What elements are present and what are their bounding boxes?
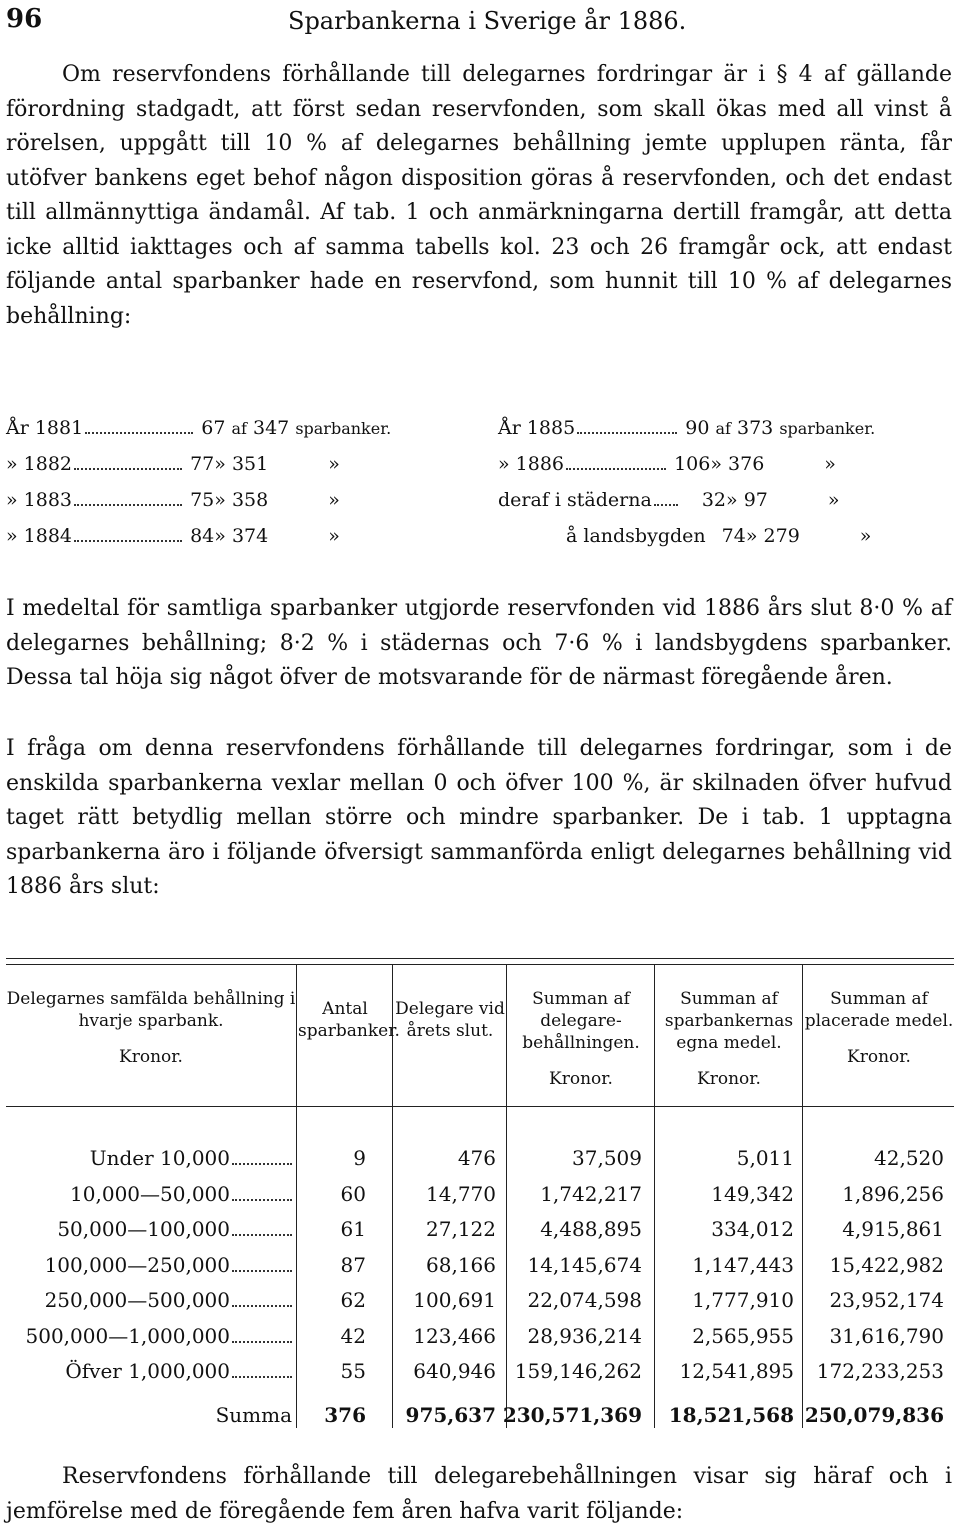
table-cell: 149,342 [711,1181,794,1206]
table-cell: 4,915,861 [842,1217,944,1241]
table-cell: 60 [340,1181,366,1206]
year-row: År 1885 90 af 373 sparbanker. [498,410,875,446]
year-list [6,410,956,560]
table-cell: 55 [340,1359,366,1383]
row-label: 100,000—250,000 [6,1248,292,1283]
table-cell: 172,233,253 [816,1359,944,1383]
total-cell: 18,521,568 [668,1402,794,1427]
row-label: 10,000—50,000 [6,1177,292,1212]
table-cell: 1,147,443 [692,1252,794,1277]
table-cell: 334,012 [711,1217,794,1241]
table-cell: 68,166 [426,1252,496,1277]
row-label: Öfver 1,000,000 [6,1354,292,1389]
table-cell: 62 [340,1288,366,1312]
table-rule [6,958,954,959]
table-cell: 159,146,262 [514,1359,642,1383]
row-label: Under 10,000 [6,1141,292,1176]
table-cell: 15,422,982 [829,1252,944,1277]
paragraph-medeltal: I medeltal för samtliga sparbanker utgjorde reservfonden vid 1886 års slut 8·0 % af delegarnes behållning; 8·2 % i städernas och 7·6 % i landsbygdens sparbanker. Dessa tal höja sig något öfver de motsvarande för de närmast föregående åren. [6,596,952,690]
year-row: År 1881 67 af 347 sparbanker. [6,410,391,446]
year-row: » 1882 77» 351 » [6,446,340,482]
table-cell: 1,896,256 [842,1181,944,1206]
table-cell: 100,691 [413,1288,496,1312]
total-cell: 250,079,836 [804,1402,944,1427]
table-cell: 61 [340,1217,366,1241]
table-rule [6,964,954,965]
table-cell: 640,946 [413,1359,496,1383]
column-header: Delegare vid årets slut. [395,999,505,1041]
table-cell: 22,074,598 [527,1288,642,1312]
year-row: » 1886 106» 376 » [498,446,836,482]
table-cell: 1,777,910 [692,1288,794,1312]
column-header: Delegarnes samfälda behållning i hvarje sparbank. Kronor. [6,989,296,1067]
table-cell: 4,488,895 [540,1217,642,1241]
column-header: Summan af placerade medel. Kronor. [804,989,954,1067]
table-cell: 123,466 [413,1323,496,1348]
page-number: 96 [6,4,43,34]
column-header: Antal sparbanker. [298,999,400,1041]
total-cell: 230,571,369 [502,1402,642,1427]
table-cell: 14,770 [426,1181,496,1206]
table-cell: 1,742,217 [540,1181,642,1206]
running-head: Sparbankerna i Sverige år 1886. [288,7,687,35]
table-cell: 2,565,955 [692,1323,794,1348]
paragraph-reservfond-conclusion: Reservfondens förhållande till delegarebehållningen visar sig häraf och i jemförelse med de föregående fem åren hafva varit följande: [6,1464,952,1524]
total-cell: 975,637 [405,1402,496,1427]
table-cell: 28,936,214 [527,1323,642,1348]
paragraph-fraga: I fråga om denna reservfondens förhållande till delegarnes fordringar, som i de enskilda sparbankerna vexlar mellan 0 och öfver 100 %, är skilnaden öfver hufvud taget rätt betydlig mellan större och mindre sparbanker. De i tab. 1 upptagna sparbankerna äro i följande öfversigt sammanförda enligt delegarnes behållning vid 1886 års slut: [6,736,952,899]
table-cell: 14,145,674 [527,1252,642,1277]
row-label: 500,000—1,000,000 [6,1319,292,1354]
table-cell: 31,616,790 [829,1323,944,1348]
table-cell: 23,952,174 [829,1288,944,1312]
table-cell: 27,122 [426,1217,496,1241]
year-row: å landsbygden 74» 279 » [566,525,872,547]
column-header: Summan af delegare-behållningen. Kronor. [522,989,640,1089]
row-label: 50,000—100,000 [6,1212,292,1247]
total-cell: 376 [324,1402,366,1427]
table-cell: 476 [457,1146,496,1170]
table-cell: 12,541,895 [679,1359,794,1383]
total-label: Summa [215,1402,292,1427]
paragraph-reservfond-intro: Om reservfondens förhållande till delegarnes fordringar är i § 4 af gällande förordning stadgadt, att först sedan reservfonden, som skall ökas med all vinst å rörelsen, uppgått till 10 % af delegarnes behållning jemte upplupen ränta, får utöfver bankens eget behof någon disposition göras å reservfonden, och det endast till allmännyttiga ändamål. Af tab. 1 och anmärkningarna dertill framgår, att detta icke alltid iakttages och af samma tabells kol. 23 och 26 framgår ock, att endast följande antal sparbanker hade en reservfond, som hunnit till 10 % af delegarnes behållning: [6,62,952,329]
year-row: deraf i städerna 32» 97 » [498,482,840,518]
page-header [0,4,960,40]
year-row: » 1883 75» 358 » [6,482,340,518]
table-cell: 42 [340,1323,366,1348]
table-cell: 37,509 [572,1146,642,1170]
table-cell: 5,011 [736,1146,794,1170]
table-rule [6,1106,954,1107]
table-cell: 42,520 [874,1146,944,1170]
table-cell: 87 [340,1252,366,1277]
table-cell: 9 [353,1146,366,1170]
column-header: Summan af sparbankernas egna medel. Kronor. [664,989,794,1089]
row-label: 250,000—500,000 [6,1283,292,1318]
sparbank-table [6,958,954,1428]
year-row: » 1884 84» 374 » [6,518,340,554]
